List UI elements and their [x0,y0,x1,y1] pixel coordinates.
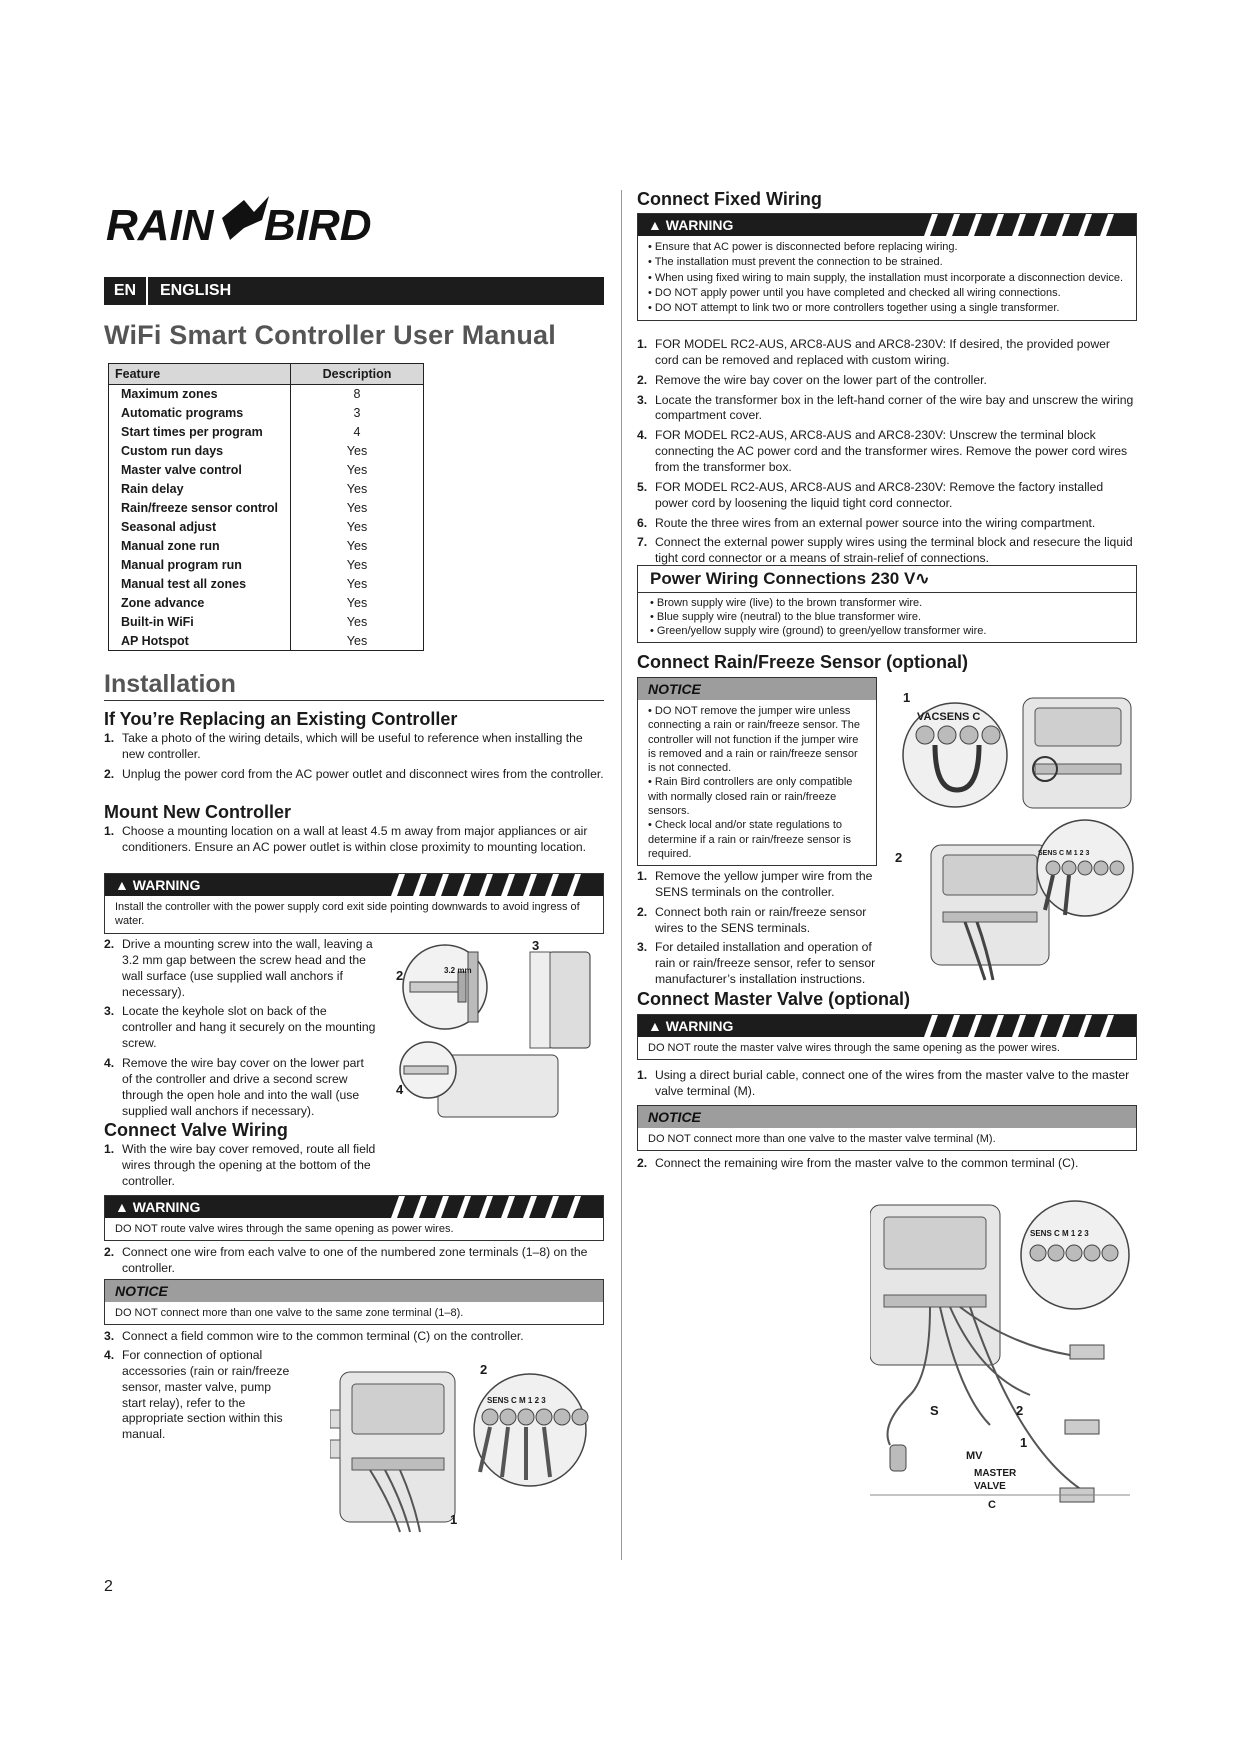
description-cell: Yes [291,442,424,461]
table-row [109,537,424,556]
figure-label: 2 [480,1362,488,1377]
figure-label: MV [966,1450,983,1462]
description-cell: 8 [291,385,424,404]
language-code: EN [104,277,148,305]
master-valve-heading: Connect Master Valve (optional) [637,989,911,1009]
valve-step3 [104,1329,604,1349]
master-valve-figure [870,1195,1140,1525]
list-item: 4. Remove the wire bay cover on the lower part of the controller and drive a second screw through the open hole and into the wall (use supplied wall anchors if necessary). [104,1056,364,1118]
figure-label: 1 [903,690,911,705]
feature-cell: Maximum zones [109,385,291,404]
warning-triangle-icon: ▲ [648,1018,662,1034]
warning-header: ▲ WARNING [105,874,603,896]
description-cell: Yes [291,499,424,518]
notice-item: • DO NOT remove the jumper wire unless connecting a rain or rain/freeze sensor. The controller will not function if the jumper wire is removed and a rain or rain/freeze sensor is not connected. [648,705,860,775]
description-cell: Yes [291,613,424,632]
fixed-wiring-steps [637,337,1137,571]
mounting-screw-illustration [390,940,615,1120]
valve-step1 [104,1142,394,1194]
feature-cell: Built-in WiFi [109,613,291,632]
warning-list [638,236,1136,320]
warning-header: ▲ WARNING [105,1196,603,1218]
power-item: • Brown supply wire (live) to the brown transformer wire. [650,596,923,609]
power-item: • Blue supply wire (neutral) to the blue transformer wire. [650,611,922,624]
valve-wiring-figure [330,1362,600,1537]
list-item: 1. FOR MODEL RC2-AUS, ARC8-AUS and ARC8-230V: If desired, the provided power cord can be removed and replaced with custom wiring. [637,337,1110,367]
warning-item: • The installation must prevent the connection to be strained. [648,256,943,269]
valve-heading: Connect Valve Wiring [104,1120,288,1140]
feature-cell: Manual zone run [109,537,291,556]
mount-heading: Mount New Controller [104,802,291,822]
warning-item: • DO NOT apply power until you have completed and checked all wiring connections. [648,286,1061,299]
table-row [109,442,424,461]
language-bar [104,277,604,305]
power-wiring-heading: Power Wiring Connections 230 V∿ [638,566,1136,593]
list-item: 1. With the wire bay cover removed, route all field wires through the opening at the bottom of the controller. [104,1142,376,1188]
list-item: 3. Connect a field common wire to the common terminal (C) on the controller. [104,1329,524,1343]
table-row [109,575,424,594]
warning-stripes-icon [916,1015,1136,1037]
notice-item: • Rain Bird controllers are only compatible with normally closed rain or rain/freeze sensors. [648,776,853,818]
feature-cell: Zone advance [109,594,291,613]
table-row [109,594,424,613]
list-item: 2. Unplug the power cord from the AC power outlet and disconnect wires from the controller. [104,766,604,781]
valve-warning [104,1195,604,1241]
mounting-figure [390,940,615,1120]
master-valve-step2 [637,1156,1137,1176]
table-row [109,423,424,442]
warning-text: Install the controller with the power supply cord exit side pointing downwards to avoid ingress of water. [105,896,603,933]
controller-illustration [330,1362,600,1537]
list-item: 5. FOR MODEL RC2-AUS, ARC8-AUS and ARC8-230V: Remove the factory installed power cord by loosening the liquid tight cord connector. [637,479,1104,510]
mount-steps [104,937,376,1123]
sensor-wiring-illustration [895,690,1135,990]
master-valve-warning [637,1014,1137,1060]
description-cell: Yes [291,518,424,537]
figure-label: VALVE [974,1481,1006,1492]
notice-text: DO NOT connect more than one valve to the master valve terminal (M). [648,1133,996,1145]
feature-cell: Manual test all zones [109,575,291,594]
notice-item: • Check local and/or state regulations to determine if a rain or rain/freeze sensor is required. [648,819,851,860]
warning-item: • Ensure that AC power is disconnected before replacing wiring. [648,241,958,253]
list-item: 1. Take a photo of the wiring details, which will be useful to reference when installing the new controller. [104,731,583,761]
master-valve-notice [637,1105,1137,1151]
notice-header: NOTICE [638,1106,1136,1128]
language-name: ENGLISH [160,281,232,299]
warning-stripes-icon [383,874,603,896]
power-wiring-box [637,565,1137,643]
replacing-steps [104,731,604,787]
list-item: 1. Using a direct burial cable, connect one of the wires from the master valve to the master valve terminal (M). [637,1068,1130,1098]
terminal-labels: SENS C M 1 2 3 [1038,850,1090,857]
column-divider [621,190,622,1560]
description-cell: 3 [291,404,424,423]
description-cell: Yes [291,461,424,480]
warning-text: DO NOT route the master valve wires through the same opening as the power wires. [638,1037,1136,1059]
figure-label: 2 [895,850,903,865]
figure-gap-label: 3.2 mm [444,966,472,975]
list-item: 1. Remove the yellow jumper wire from the SENS terminals on the controller. [637,869,873,899]
rain-sensor-steps [637,869,887,992]
description-cell: Yes [291,537,424,556]
figure-label: MASTER [974,1468,1017,1479]
list-item: 6. Route the three wires from an external power source into the wiring compartment. [637,515,1096,530]
power-wiring-list [638,593,1136,642]
figure-label: S [930,1403,939,1418]
svg-text:BIRD: BIRD [264,201,372,250]
feature-cell: Start times per program [109,423,291,442]
figure-label: 2 [396,968,404,983]
description-cell: 4 [291,423,424,442]
figure-label: 2 [1016,1403,1024,1418]
warning-stripes-icon [916,214,1136,236]
description-cell: Yes [291,556,424,575]
power-item: • Green/yellow supply wire (ground) to green/yellow transformer wire. [650,625,987,638]
figure-label: C [988,1499,996,1511]
rain-sensor-notice [637,677,877,866]
list-item: 7. Connect the external power supply wires using the terminal block and resecure the liquid tight cord connector or a means of strain-relief of connections. [637,535,1133,566]
feature-cell: Rain/freeze sensor control [109,499,291,518]
feature-cell: Seasonal adjust [109,518,291,537]
table-row [109,613,424,632]
valve-notice [104,1279,604,1325]
warning-header: ▲ WARNING [638,1015,1136,1037]
list-item: 3. For detailed installation and operation of rain or rain/freeze sensor, refer to sensor manufacturer’s installation instructions. [637,940,876,987]
warning-item: • DO NOT attempt to link two or more controllers together using a single transformer. [648,302,1060,315]
feature-cell: AP Hotspot [109,632,291,651]
figure-label: 3 [532,938,540,953]
document-title: WiFi Smart Controller User Manual [104,320,556,350]
warning-item: • When using fixed wiring to main supply, the installation must incorporate a disconnection device. [648,271,1124,284]
table-row [109,632,424,651]
features-table [108,363,424,651]
list-item: 3. Locate the transformer box in the left-hand corner of the wire bay and unscrew the wiring compartment cover. [637,392,1134,423]
warning-header: ▲ WARNING [638,214,1136,236]
valve-step2 [104,1245,604,1281]
table-row [109,461,424,480]
figure-label: 1 [1020,1435,1028,1450]
table-row [109,518,424,537]
table-row [109,480,424,499]
rain-sensor-figure [895,690,1135,990]
warning-triangle-icon: ▲ [115,1199,129,1215]
mount-warning [104,873,604,934]
warning-triangle-icon: ▲ [648,217,662,233]
list-item: 4. FOR MODEL RC2-AUS, ARC8-AUS and ARC8-230V: Unscrew the terminal block connecting the AC power cord and the transformer wires. Remove the power cord wires from the transformer box. [637,428,1128,475]
list-item: 2. Drive a mounting screw into the wall, leaving a 3.2 mm gap between the screw head and the wall surface (use supplied wall anchors if necessary). [104,937,373,999]
feature-cell: Automatic programs [109,404,291,423]
list-item: 2. Remove the wire bay cover on the lower part of the controller. [637,372,987,387]
feature-cell: Manual program run [109,556,291,575]
description-cell: Yes [291,632,424,651]
fixed-wiring-warning [637,213,1137,321]
page-number: 2 [104,1578,113,1595]
list-item: 3. Locate the keyhole slot on back of the controller and hang it securely on the mounting screw. [104,1004,376,1051]
warning-stripes-icon [383,1196,603,1218]
rain-bird-logo [104,190,394,250]
notice-header: NOTICE [638,678,876,700]
vacsens-label: VACSENS C [917,711,981,723]
warning-text: DO NOT route valve wires through the same opening as power wires. [105,1218,603,1240]
replacing-heading: If You’re Replacing an Existing Controller [104,709,458,729]
table-header-feature: Feature [109,364,291,385]
figure-label: 1 [450,1512,458,1527]
table-row [109,499,424,518]
figure-label: 4 [396,1082,404,1097]
svg-text:RAIN: RAIN [106,201,214,250]
table-row [109,385,424,404]
notice-header: NOTICE [105,1280,603,1302]
mount-step1 [104,824,594,860]
warning-triangle-icon: ▲ [115,877,129,893]
terminal-labels: SENS C M 1 2 3 [487,1396,546,1405]
table-row [109,404,424,423]
installation-rule [104,700,604,701]
fixed-wiring-heading: Connect Fixed Wiring [637,189,822,209]
table-header-row [109,364,424,385]
list-item: 2. Connect both rain or rain/freeze sensor wires to the SENS terminals. [637,904,867,935]
table-header-description: Description [291,364,424,385]
valve-step4 [104,1348,294,1447]
list-item: 2. Connect one wire from each valve to one of the numbered zone terminals (1–8) on the controller. [104,1245,588,1275]
notice-text: DO NOT connect more than one valve to the same zone terminal (1–8). [115,1307,464,1319]
description-cell: Yes [291,480,424,499]
list-item: 2. Connect the remaining wire from the master valve to the common terminal (C). [637,1156,1079,1170]
list-item: 1. Choose a mounting location on a wall at least 4.5 m away from major appliances or air conditioners. Ensure an AC power outlet is within close proximity to mounting location. [104,824,588,854]
description-cell: Yes [291,575,424,594]
installation-title: Installation [104,670,236,698]
feature-cell: Master valve control [109,461,291,480]
list-item: 4. For connection of optional accessories (rain or rain/freeze sensor, master valve, pump start relay), refer to the appropriate section within this manual. [104,1348,290,1442]
rain-bird-logo-icon [104,190,394,250]
feature-cell: Rain delay [109,480,291,499]
rain-sensor-heading: Connect Rain/Freeze Sensor (optional) [637,652,969,672]
table-row [109,556,424,575]
master-valve-step1 [637,1068,1137,1104]
feature-cell: Custom run days [109,442,291,461]
notice-list [638,700,876,865]
description-cell: Yes [291,594,424,613]
terminal-labels: SENS C M 1 2 3 [1030,1229,1089,1238]
